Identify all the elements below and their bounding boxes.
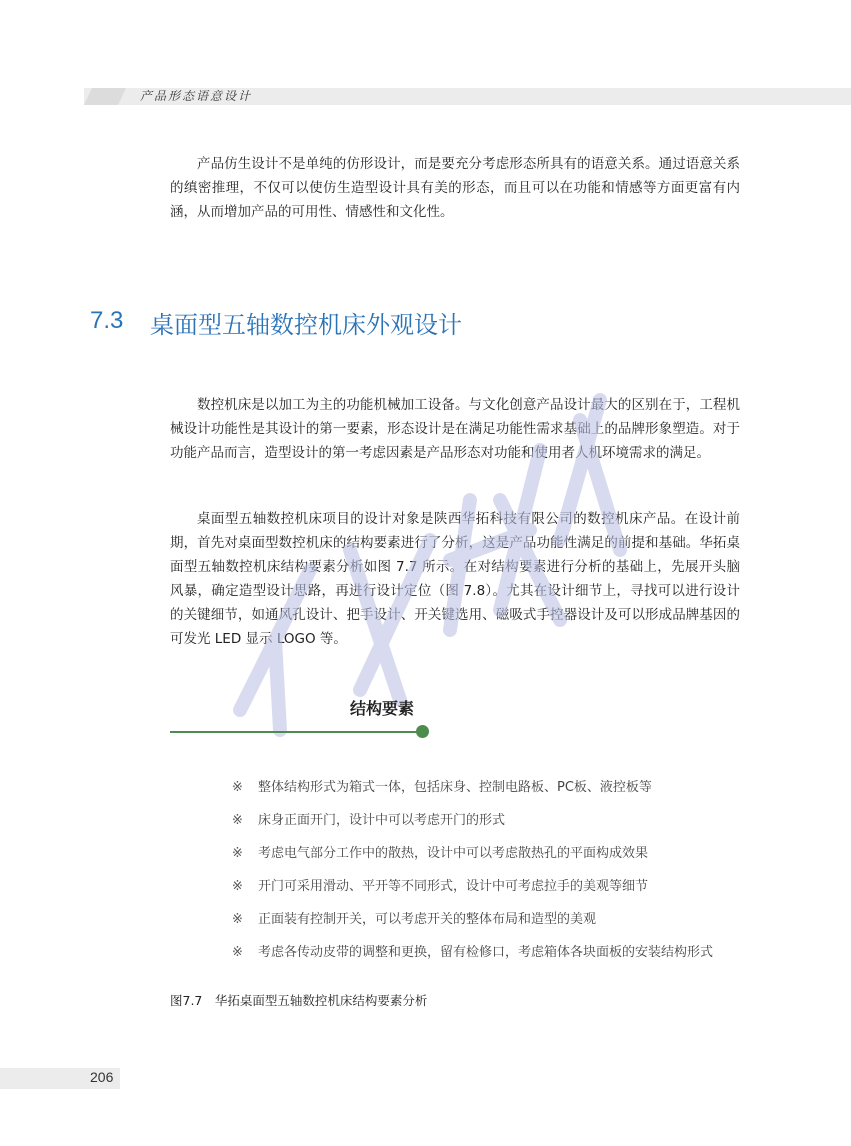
body-paragraph: 数控机床是以加工为主的功能机械加工设备。与文化创意产品设计最大的区别在于，工程机械设计功能性是其设计的第一要素，形态设计是在满足功能性需求基础上的品牌形象塑造。对于功能产品而言，造型设计的第一考虑因素是产品形态对功能和使用者人机环境需求的满足。 bbox=[170, 397, 740, 461]
figure-heading: 结构要素 bbox=[349, 699, 414, 718]
section-title: 桌面型五轴数控机床外观设计 bbox=[150, 311, 462, 339]
body-paragraph: 桌面型五轴数控机床项目的设计对象是陕西华拓科技有限公司的数控机床产品。在设计前期，首先对桌面型数控机床的结构要素进行了分析，这是产品功能性满足的前提和基础。华拓桌面型五轴数控机床结构要素分析如图 7.7 所示。在对结构要素进行分析的基础上，先展开头脑风暴，确定造型设计思路，再进行设计定位（图 7.8）。尤其在设计细节上，寻找可以进行设计的关键细节，如通风孔设计、把手设计、开关键选用、磁吸式手控器设计及可以形成品牌基因的可发光 LED 显示 LOGO 等。 bbox=[170, 511, 740, 647]
figure-divider-line bbox=[170, 731, 422, 733]
list-item bbox=[232, 809, 792, 842]
list-item-text: 开门可采用滑动、平开等不同形式，设计中可考虑拉手的美观等细节 bbox=[258, 879, 649, 894]
list-item-text: 考虑电气部分工作中的散热，设计中可以考虑散热孔的平面构成效果 bbox=[258, 846, 649, 861]
list-item-text: 考虑各传动皮带的调整和更换，留有检修口，考虑箱体各块面板的安装结构形式 bbox=[258, 945, 714, 960]
list-item-text: 床身正面开门，设计中可以考虑开门的形式 bbox=[258, 813, 506, 828]
bullet-mark: ※ bbox=[232, 846, 243, 861]
bullet-mark: ※ bbox=[232, 912, 243, 927]
bullet-mark: ※ bbox=[232, 813, 243, 828]
bullet-mark: ※ bbox=[232, 780, 243, 795]
figure-divider-dot bbox=[416, 725, 429, 738]
list-item bbox=[232, 842, 792, 875]
list-item-text: 正面装有控制开关，可以考虑开关的整体布局和造型的美观 bbox=[258, 912, 597, 927]
list-item-text: 整体结构形式为箱式一体，包括床身、控制电路板、PC板、液控板等 bbox=[258, 780, 652, 795]
bullet-mark: ※ bbox=[232, 945, 243, 960]
list-item bbox=[232, 941, 792, 974]
list-item bbox=[232, 776, 792, 809]
page-number: 206 bbox=[90, 1069, 114, 1085]
figure-caption: 图7.7 华拓桌面型五轴数控机床结构要素分析 bbox=[170, 993, 428, 1008]
list-item bbox=[232, 908, 792, 941]
intro-paragraph: 产品仿生设计不是单纯的仿形设计，而是要充分考虑形态所具有的语意关系。通过语意关系的缜密推理，不仅可以使仿生造型设计具有美的形态，而且可以在功能和情感等方面更富有内涵，从而增加产品的可用性、情感性和文化性。 bbox=[170, 156, 740, 220]
bullet-mark: ※ bbox=[232, 879, 243, 894]
list-item bbox=[232, 875, 792, 908]
section-number: 7.3 bbox=[90, 307, 124, 334]
structure-elements-list bbox=[232, 776, 792, 974]
running-header-title: 产品形态语意设计 bbox=[140, 89, 253, 103]
